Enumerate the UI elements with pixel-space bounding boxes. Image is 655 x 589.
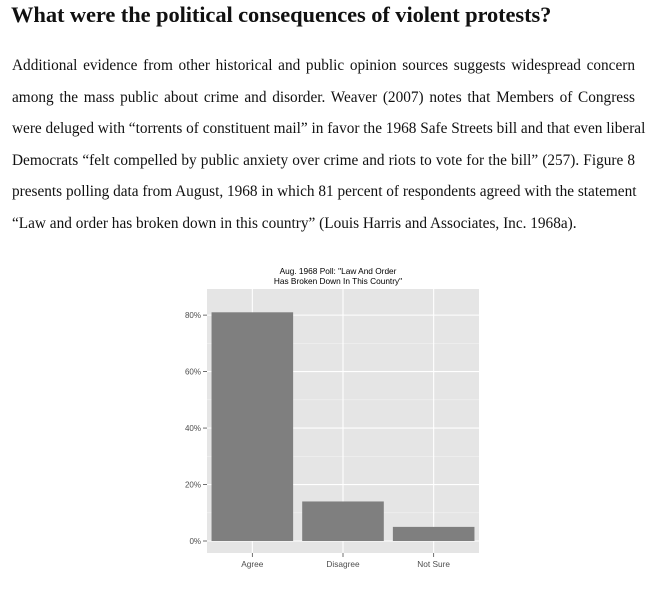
chart-title-line-2: Has Broken Down In This Country" (273, 276, 403, 286)
y-tick-label: 80% (184, 310, 201, 320)
paragraph-line: Democrats “felt compelled by public anxiety over crime and riots to vote for the bill” (257). Figure 8 (12, 151, 635, 169)
x-axis (241, 553, 450, 569)
paragraph-line: were deluged with “torrents of constituent mail” in favor the 1968 Safe Streets bill and that even liberal (12, 120, 646, 138)
y-axis (185, 311, 207, 546)
y-tick-label: 60% (184, 367, 201, 377)
x-tick-label: Disagree (326, 559, 360, 569)
paragraph-line: among the mass public about crime and disorder. Weaver (2007) notes that Members of Congress (12, 88, 635, 106)
body-paragraph (12, 52, 646, 242)
bar-disagree (302, 501, 384, 541)
paragraph-line: “Law and order has broken down in this country” (Louis Harris and Associates, Inc. 1968a). (12, 214, 577, 232)
bar-not-sure (393, 527, 475, 541)
section-heading: What were the political consequences of violent protests? (11, 2, 552, 27)
y-tick-label: 0% (189, 536, 201, 546)
x-tick-label: Agree (241, 559, 264, 569)
figure-8-bar-chart (160, 262, 490, 582)
paragraph-line: Additional evidence from other historical and public opinion sources suggests widespread concern (12, 57, 635, 74)
chart-title-line-1: Aug. 1968 Poll: "Law And Order (279, 266, 397, 276)
chart-svg (160, 262, 490, 582)
y-tick-label: 40% (184, 423, 201, 433)
x-tick-label: Not Sure (417, 559, 451, 569)
paragraph-line: presents polling data from August, 1968 in which 81 percent of respondents agreed with the statement (12, 183, 637, 201)
bar-agree (212, 312, 294, 541)
y-tick-label: 20% (184, 480, 201, 490)
